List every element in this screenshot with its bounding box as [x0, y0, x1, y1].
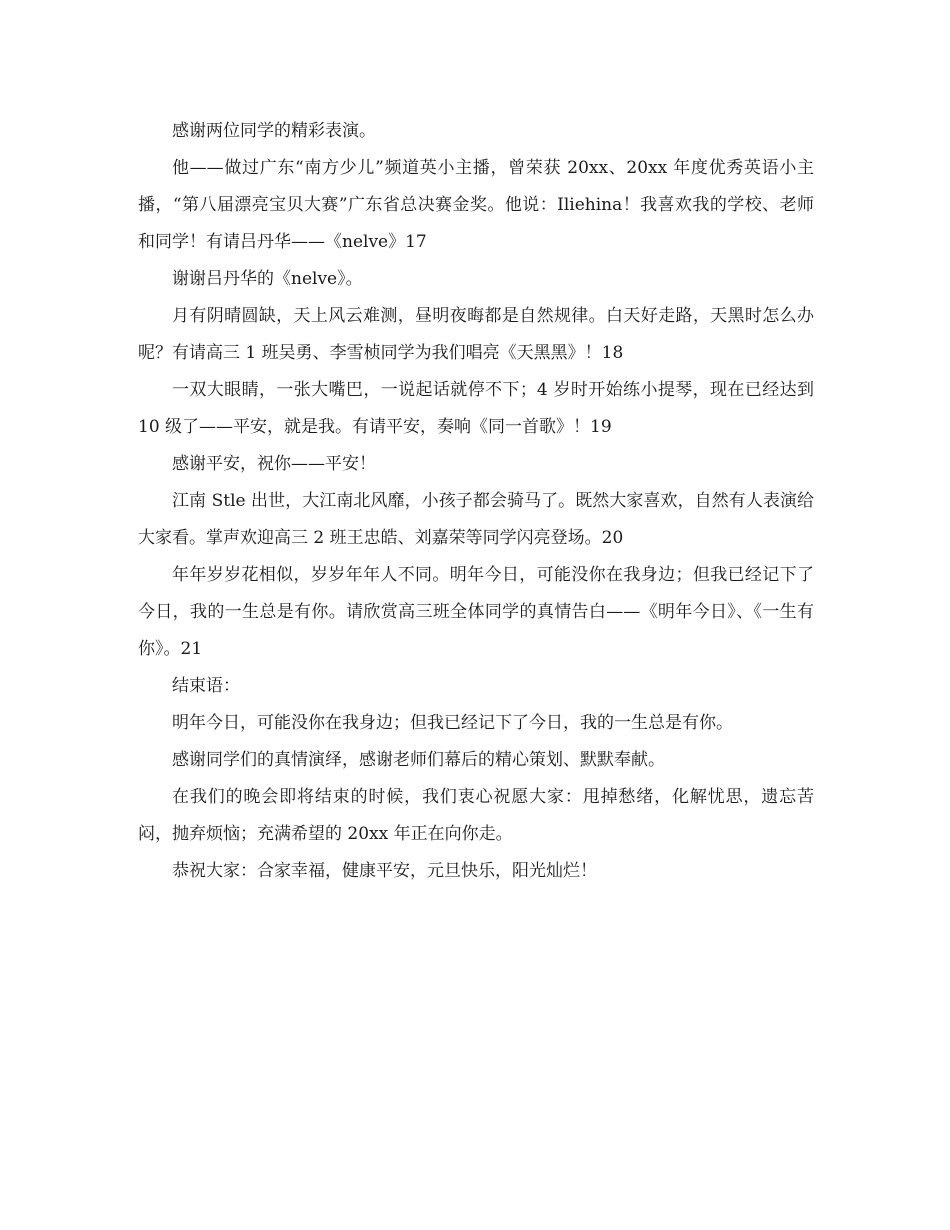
paragraph-intro-jiangnan-style: 江南 Stle 出世，大江南北风靡，小孩子都会骑马了。既然大家喜欢，自然有人表演给大家看。掌声欢迎高三 2 班王忠皓、刘嘉荣等同学闪亮登场。20: [138, 491, 814, 548]
paragraph-closing-heading: 结束语：: [172, 676, 240, 696]
paragraph-thanks-lv-danhua: 谢谢吕丹华的《nelve》。: [172, 269, 363, 289]
paragraph-closing-4: 恭祝大家：合家幸福，健康平安，元旦快乐，阳光灿烂！: [172, 861, 597, 881]
paragraph-closing-3: 在我们的晚会即将结束的时候，我们衷心祝愿大家：甩掉愁绪，化解忧思，遗忘苦闷，抛弃烦恼；充满希望的 20xx 年正在向你走。: [138, 787, 814, 844]
document-body: [138, 113, 814, 890]
paragraph-intro-lv-danhua: 他——做过广东“南方少儿”频道英小主播，曾荣获 20xx、20xx 年度优秀英语小主播，“第八届漂亮宝贝大赛”广东省总决赛金奖。他说：Iliehina！我喜欢我的学校、老师和同学！有请吕丹华——《nelve》17: [138, 158, 814, 252]
paragraph-intro-senior-class: 年年岁岁花相似，岁岁年年人不同。明年今日，可能没你在我身边；但我已经记下了今日，我的一生总是有你。请欣赏高三班全体同学的真情告白——《明年今日》、《一生有你》。21: [138, 565, 814, 659]
paragraph-intro-ping-an: 一双大眼睛，一张大嘴巴，一说起话就停不下；4 岁时开始练小提琴，现在已经达到 10 级了——平安，就是我。有请平安，奏响《同一首歌》！19: [138, 380, 814, 437]
paragraph-closing-2: 感谢同学们的真情演绎，感谢老师们幕后的精心策划、默默奉献。: [172, 750, 665, 770]
paragraph-intro-tianheihei: 月有阴晴圆缺，天上风云难测，昼明夜晦都是自然规律。白天好走路，天黑时怎么办呢？有请高三 1 班吴勇、李雪桢同学为我们唱亮《天黑黑》！18: [138, 306, 814, 363]
paragraph-thanks-ping-an: 感谢平安，祝你——平安！: [172, 454, 376, 474]
paragraph-thanks-duo: 感谢两位同学的精彩表演。: [172, 121, 376, 141]
paragraph-closing-1: 明年今日，可能没你在我身边；但我已经记下了今日，我的一生总是有你。: [172, 713, 733, 733]
